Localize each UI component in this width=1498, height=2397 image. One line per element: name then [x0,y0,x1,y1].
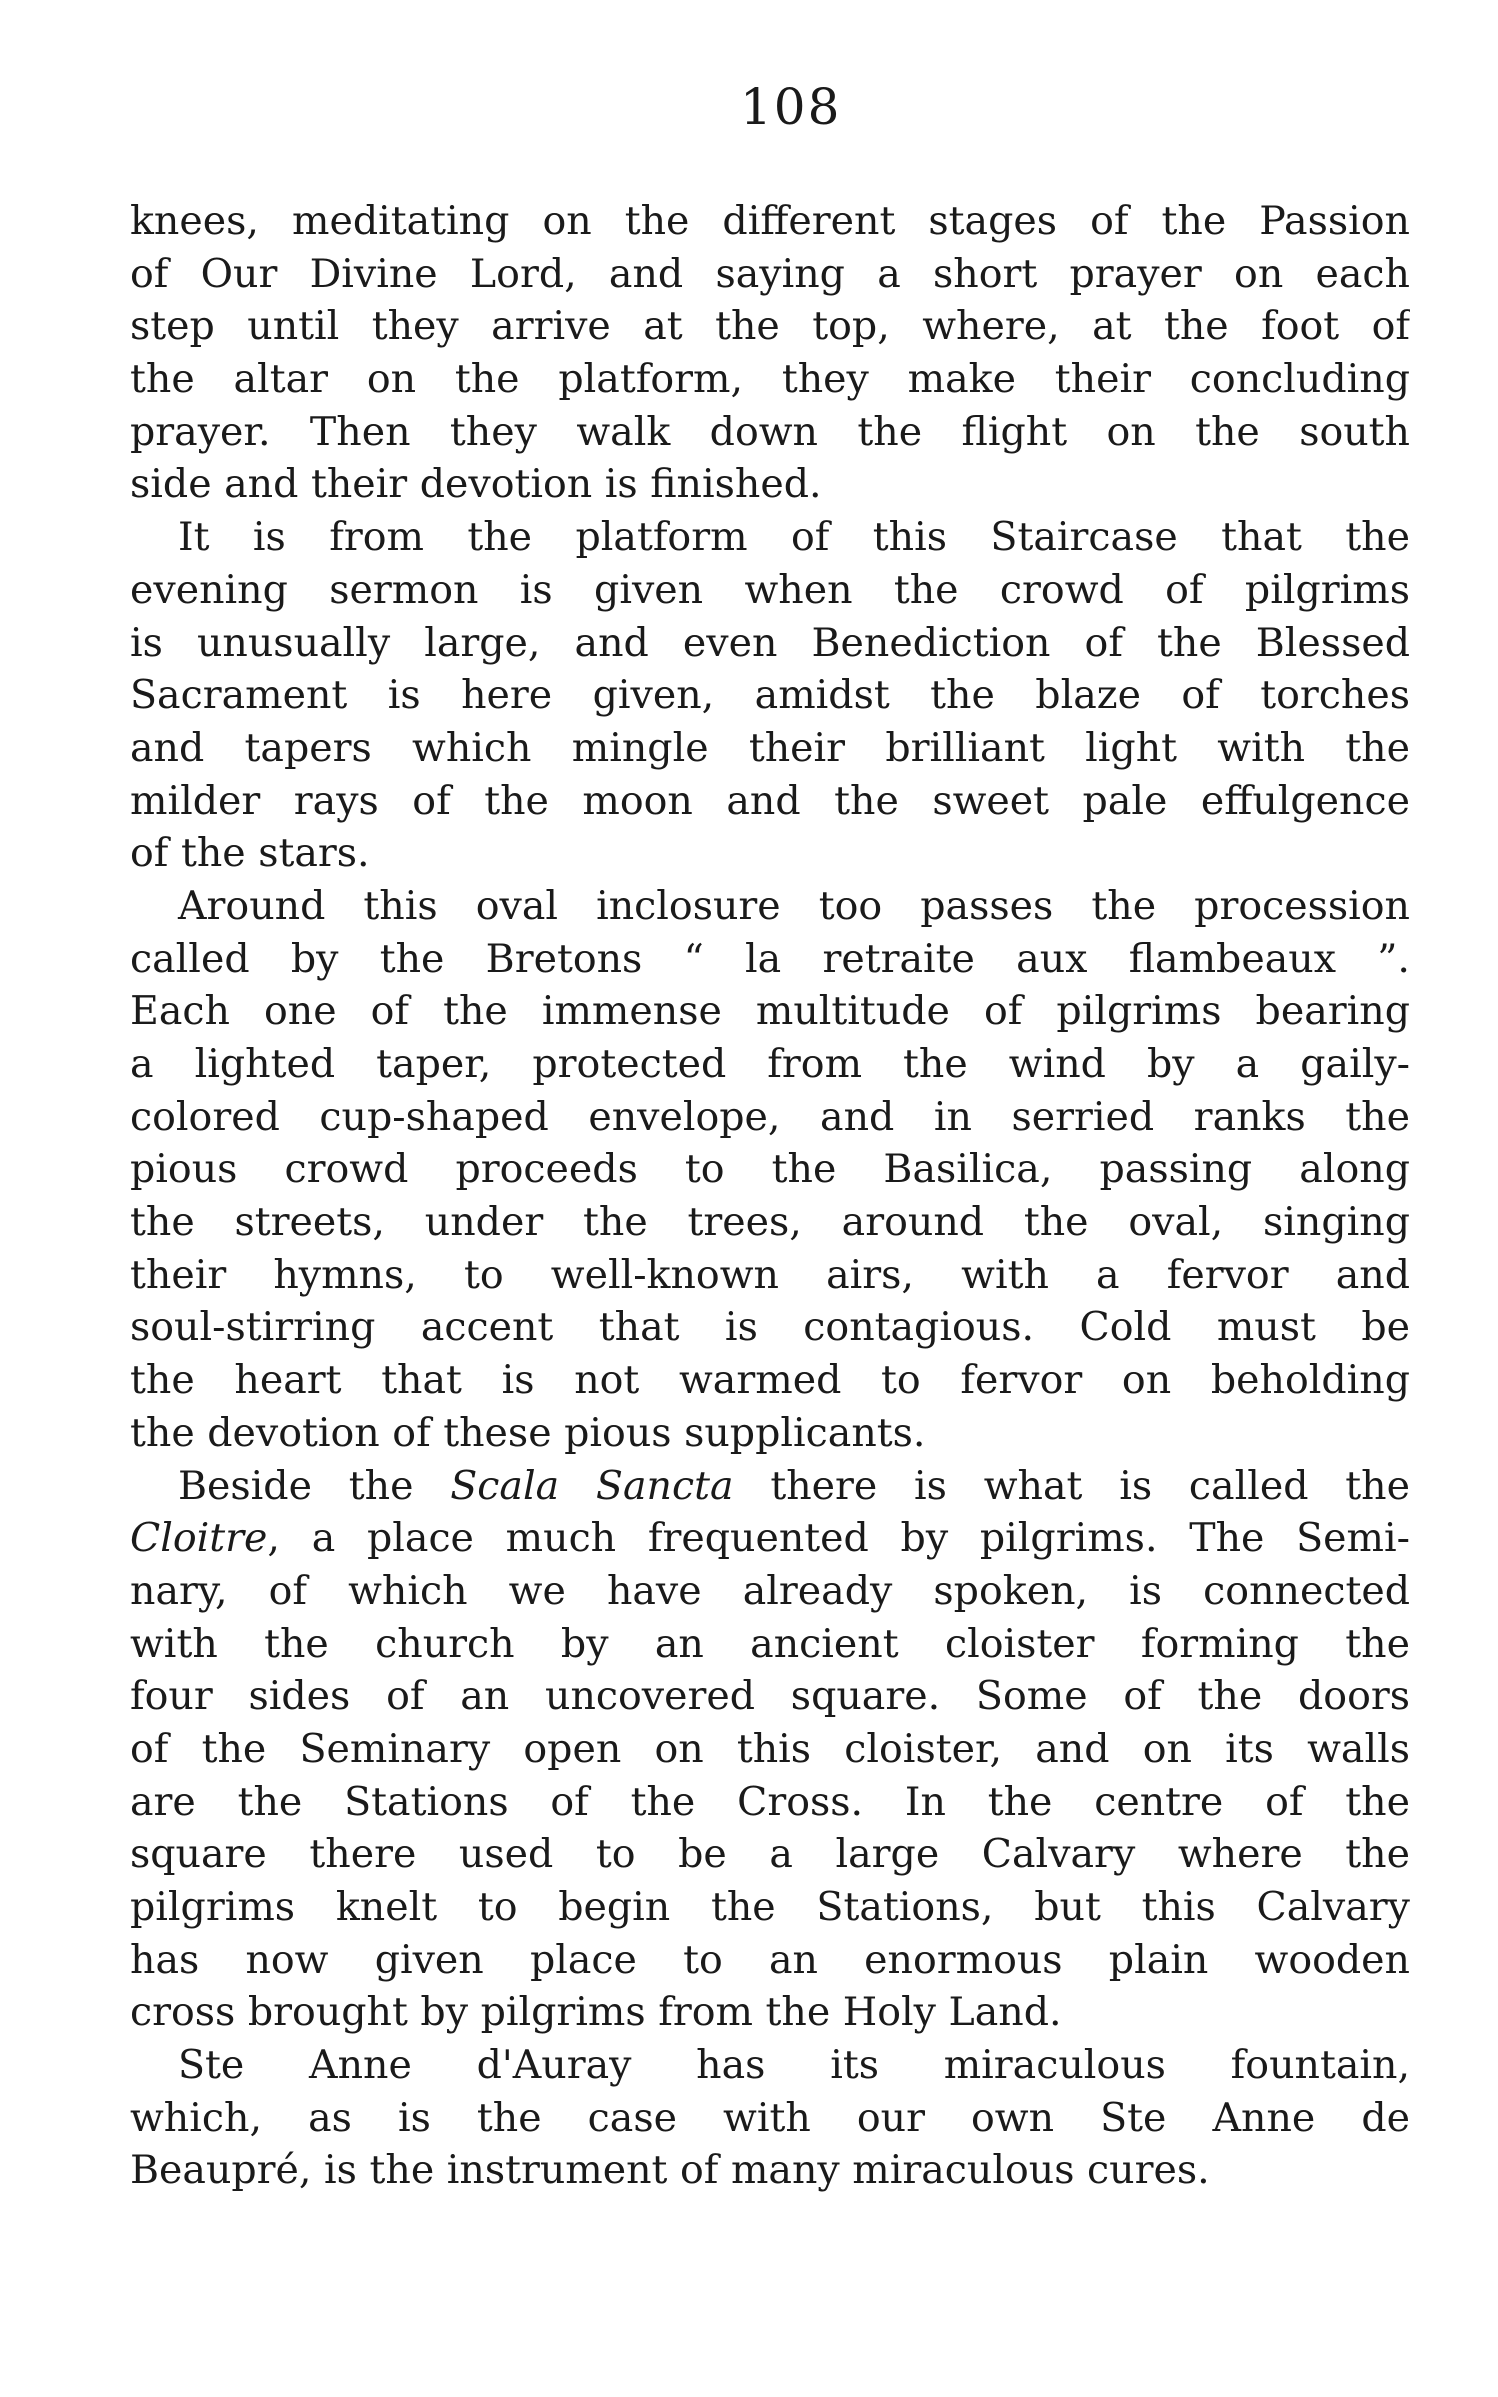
text-line: milder rays of the moon and the sweet pale effulgence [130,777,1410,824]
text-line: four sides of an uncovered square. Some of the doors [130,1673,1410,1720]
text-line: Sacrament is here given, amidst the blaze of torches [130,672,1410,719]
text-line: is unusually large, and even Benediction of the Blessed [130,619,1410,666]
text-line: the heart that is not warmed to fervor on beholding [130,1357,1410,1404]
text-line: prayer. Then they walk down the flight on the south [130,408,1410,455]
text-line: a lighted taper, protected from the wind by a gaily- [130,1041,1410,1087]
text-line: Cloitre, a place much frequented by pilgrims. The Semi- [130,1515,1410,1562]
text-line: cross brought by pilgrims from the Holy Land. [130,1989,1062,2036]
text-line: Around this oval inclosure too passes the procession [178,882,1410,929]
text-line: Beside the Scala Sancta there is what is called the [178,1462,1410,1509]
text-line: Beaupré, is the instrument of many miraculous cures. [130,2147,1210,2194]
text-line: of the Seminary open on this cloister, and on its walls [130,1725,1410,1772]
page-number: 108 [740,78,842,136]
text-line: square there used to be a large Calvary where the [130,1831,1410,1878]
text-line: nary, of which we have already spoken, is connected [130,1567,1410,1614]
text-line: the altar on the platform, they make their concluding [130,356,1410,403]
text-line: are the Stations of the Cross. In the centre of the [130,1778,1410,1825]
text-line: step until they arrive at the top, where, at the foot of [130,303,1410,350]
body-text [130,195,1410,2197]
text-line: the streets, under the trees, around the oval, singing [130,1199,1410,1246]
text-line: which, as is the case with our own Ste Anne de [130,2094,1410,2141]
text-line: called by the Bretons “ la retraite aux flambeaux ”. [130,935,1410,982]
text-line: has now given place to an enormous plain wooden [130,1936,1410,1983]
text-line: colored cup-shaped envelope, and in serried ranks the [130,1093,1410,1140]
text-line: of the stars. [130,830,370,877]
text-line: It is from the platform of this Staircase that the [178,514,1410,561]
text-line: their hymns, to well-known airs, with a fervor and [130,1251,1410,1298]
text-line: soul-stirring accent that is contagious. Cold must be [130,1304,1410,1351]
text-line: evening sermon is given when the crowd of pilgrims [130,566,1410,613]
text-line: side and their devotion is finished. [130,461,822,508]
text-line: pilgrims knelt to begin the Stations, but this Calvary [130,1884,1410,1930]
text-line: and tapers which mingle their brilliant light with the [130,724,1410,771]
text-line: with the church by an ancient cloister forming the [130,1620,1410,1667]
text-line: pious crowd proceeds to the Basilica, passing along [130,1146,1410,1193]
text-line: the devotion of these pious supplicants. [130,1409,926,1456]
text-line: Each one of the immense multitude of pilgrims bearing [130,988,1410,1035]
text-line: Ste Anne d'Auray has its miraculous fountain, [178,2042,1410,2089]
text-line: of Our Divine Lord, and saying a short prayer on each [130,250,1410,297]
text-line: knees, meditating on the different stages of the Passion [130,198,1410,244]
